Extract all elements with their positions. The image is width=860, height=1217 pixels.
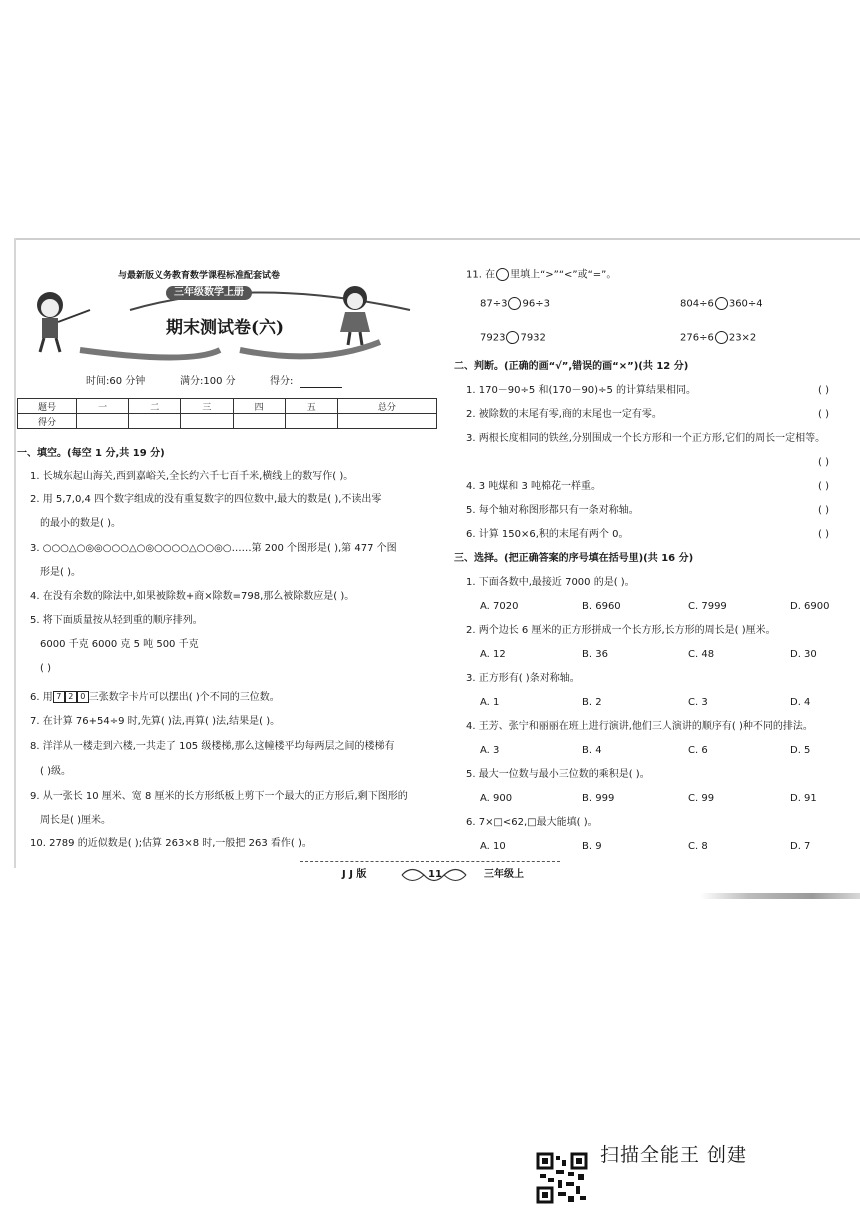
question-9-line1: 9. 从一张长 10 厘米、宽 8 厘米的长方形纸板上剪下一个最大的正方形后,剩下图形的 — [30, 791, 408, 802]
question-5-answer-blank[interactable]: ( ) — [40, 663, 51, 674]
score-header-cell: 五 — [285, 399, 337, 414]
choice-option[interactable]: C. 6 — [688, 745, 708, 756]
page-edge-left — [14, 238, 16, 868]
choice-question: 5. 最大一位数与最小三位数的乘积是( )。 — [466, 769, 650, 780]
compare-right: 7932 — [520, 332, 546, 344]
judge-answer-2[interactable]: ( ) — [818, 409, 829, 420]
score-cell[interactable] — [77, 414, 129, 429]
judge-answer-4[interactable]: ( ) — [818, 481, 829, 492]
score-cell[interactable] — [181, 414, 233, 429]
compare-item-4 — [680, 331, 756, 345]
score-table-header-row — [18, 399, 437, 414]
choice-option[interactable]: A. 12 — [480, 649, 506, 660]
question-8-line2: ( )级。 — [40, 766, 71, 777]
choice-option[interactable]: D. 5 — [790, 745, 811, 756]
score-row-label: 得分 — [18, 414, 77, 429]
full-score-label: 满分:100 分 — [180, 376, 236, 387]
header-banner: 与最新版义务教育数学课程标准配套试卷 — [118, 271, 281, 281]
compare-right: 360÷4 — [728, 298, 763, 310]
question-2-line2: 的最小的数是( )。 — [40, 518, 121, 529]
compare-left: 804÷6 — [680, 298, 714, 310]
judge-answer-5[interactable]: ( ) — [818, 505, 829, 516]
question-2-line1: 2. 用 5,7,0,4 四个数字组成的没有重复数字的四位数中,最大的数是( ),不读出零 — [30, 494, 382, 505]
question-7: 7. 在计算 76+54÷9 时,先算( )法,再算( )法,结果是( )。 — [30, 716, 281, 727]
scan-shadow-strip — [700, 893, 860, 899]
choice-question: 6. 7×□<62,□最大能填( )。 — [466, 817, 598, 828]
footer-divider — [300, 861, 560, 862]
choice-question: 1. 下面各数中,最接近 7000 的是( )。 — [466, 577, 635, 588]
girl-cartoon-icon — [340, 286, 370, 345]
choice-question: 3. 正方形有( )条对称轴。 — [466, 673, 580, 684]
choice-option[interactable]: A. 7020 — [480, 601, 519, 612]
judge-item-6: 6. 计算 150×6,积的末尾有两个 0。 — [466, 529, 629, 540]
scanner-watermark: 扫描全能王 创建 — [600, 1144, 748, 1166]
score-header-cell: 题号 — [18, 399, 77, 414]
qr-code-icon — [536, 1152, 588, 1204]
choice-option[interactable]: C. 48 — [688, 649, 715, 660]
grade-label: 三年级数学上册 — [166, 286, 252, 300]
question-9-line2: 周长是( )厘米。 — [40, 815, 111, 826]
compare-item-3 — [480, 331, 546, 345]
choice-option[interactable]: B. 9 — [582, 841, 602, 852]
choice-option[interactable]: C. 8 — [688, 841, 708, 852]
question-5-items: 6000 千克 6000 克 5 吨 500 千克 — [40, 639, 199, 650]
question-11-prefix: 11. 在 — [466, 269, 496, 281]
judge-item-5: 5. 每个轴对称图形都只有一条对称轴。 — [466, 505, 639, 516]
section1-title: 一、填空。(每空 1 分,共 19 分) — [17, 448, 165, 459]
footer-page-number: 11 — [428, 869, 442, 880]
digit-card: 7 — [53, 691, 65, 703]
judge-answer-3[interactable]: ( ) — [818, 457, 829, 468]
section2-title: 二、判断。(正确的画“√”,错误的画“×”)(共 12 分) — [454, 361, 689, 372]
score-header-cell: 四 — [233, 399, 285, 414]
choice-option[interactable]: A. 1 — [480, 697, 500, 708]
judge-item-1: 1. 170－90÷5 和(170－90)÷5 的计算结果相同。 — [466, 385, 696, 396]
exam-title: 期末测试卷(六) — [166, 318, 285, 338]
question-1: 1. 长城东起山海关,西到嘉峪关,全长约六千七百千米,横线上的数写作( )。 — [30, 471, 354, 482]
compare-item-1 — [480, 297, 550, 311]
time-label: 时间:60 分钟 — [86, 376, 146, 387]
question-3-line1: 3. ○○○△○◎◎○○○△○◎○○○○△○○◎○……第 200 个图形是( ),第 477 个图 — [30, 543, 397, 554]
question-10: 10. 2789 的近似数是( );估算 263×8 时,一般把 263 看作( )。 — [30, 838, 312, 849]
digit-card: 0 — [77, 691, 89, 703]
choice-question: 4. 王芳、张宁和丽丽在班上进行演讲,他们三人演讲的顺序有( )种不同的排法。 — [466, 721, 813, 732]
score-header-cell: 总分 — [337, 399, 436, 414]
choice-option[interactable]: C. 99 — [688, 793, 715, 804]
choice-option[interactable]: D. 6900 — [790, 601, 830, 612]
score-cell[interactable] — [129, 414, 181, 429]
score-header-cell: 三 — [181, 399, 233, 414]
score-cell[interactable] — [285, 414, 337, 429]
choice-option[interactable]: D. 4 — [790, 697, 811, 708]
choice-option[interactable]: D. 30 — [790, 649, 817, 660]
compare-left: 7923 — [480, 332, 506, 344]
compare-circle-input[interactable] — [715, 297, 728, 310]
judge-item-3: 3. 两根长度相同的铁丝,分别围成一个长方形和一个正方形,它们的周长一定相等。 — [466, 433, 826, 444]
choice-option[interactable]: A. 10 — [480, 841, 506, 852]
score-blank[interactable] — [300, 387, 342, 388]
choice-option[interactable]: B. 4 — [582, 745, 602, 756]
question-8-line1: 8. 洋洋从一楼走到六楼,一共走了 105 级楼梯,那么这幢楼平均每两层之间的楼梯有 — [30, 741, 395, 752]
judge-answer-1[interactable]: ( ) — [818, 385, 829, 396]
choice-option[interactable]: A. 3 — [480, 745, 500, 756]
footer-grade: 三年级上 — [484, 869, 524, 880]
choice-option[interactable]: B. 6960 — [582, 601, 621, 612]
choice-option[interactable]: C. 3 — [688, 697, 708, 708]
score-header-cell: 一 — [77, 399, 129, 414]
score-header-cell: 二 — [129, 399, 181, 414]
boy-cartoon-icon — [37, 292, 90, 352]
page-edge-top — [14, 238, 860, 240]
question-6 — [30, 691, 280, 704]
judge-answer-6[interactable]: ( ) — [818, 529, 829, 540]
section3-title: 三、选择。(把正确答案的序号填在括号里)(共 16 分) — [454, 553, 694, 564]
choice-option[interactable]: A. 900 — [480, 793, 513, 804]
choice-option[interactable]: D. 7 — [790, 841, 811, 852]
compare-circle-input[interactable] — [715, 331, 728, 344]
digit-card: 2 — [65, 691, 77, 703]
question-11-suffix: 里填上“>”“<”或“=”。 — [510, 269, 617, 281]
choice-question: 2. 两个边长 6 厘米的正方形拼成一个长方形,长方形的周长是( )厘米。 — [466, 625, 776, 636]
score-cell[interactable] — [337, 414, 436, 429]
compare-circle-input[interactable] — [506, 331, 519, 344]
judge-item-4: 4. 3 吨煤和 3 吨棉花一样重。 — [466, 481, 601, 492]
question-6-suffix: 三张数字卡片可以摆出( )个不同的三位数。 — [88, 692, 280, 703]
question-3-line2: 形是( )。 — [40, 567, 81, 578]
question-11 — [466, 268, 616, 282]
footer-edition: J J 版 — [342, 869, 367, 880]
choice-option[interactable]: C. 7999 — [688, 601, 727, 612]
compare-circle-icon — [496, 268, 509, 281]
score-table-score-row — [18, 414, 437, 429]
question-4: 4. 在没有余数的除法中,如果被除数+商×除数=798,那么被除数应是( )。 — [30, 591, 355, 602]
question-5: 5. 将下面质量按从轻到重的顺序排列。 — [30, 615, 203, 626]
score-cell[interactable] — [233, 414, 285, 429]
judge-item-2: 2. 被除数的末尾有零,商的末尾也一定有零。 — [466, 409, 662, 420]
choice-option[interactable]: B. 2 — [582, 697, 602, 708]
score-table — [17, 398, 437, 429]
compare-right: 96÷3 — [522, 298, 550, 310]
compare-right: 23×2 — [728, 332, 757, 344]
choice-option[interactable]: B. 999 — [582, 793, 615, 804]
compare-circle-input[interactable] — [508, 297, 521, 310]
compare-left: 276÷6 — [680, 332, 714, 344]
compare-left: 87÷3 — [480, 298, 508, 310]
compare-item-2 — [680, 297, 763, 311]
question-6-prefix: 6. 用 — [30, 692, 53, 703]
score-label: 得分: — [270, 376, 294, 387]
choice-option[interactable]: B. 36 — [582, 649, 608, 660]
choice-option[interactable]: D. 91 — [790, 793, 817, 804]
